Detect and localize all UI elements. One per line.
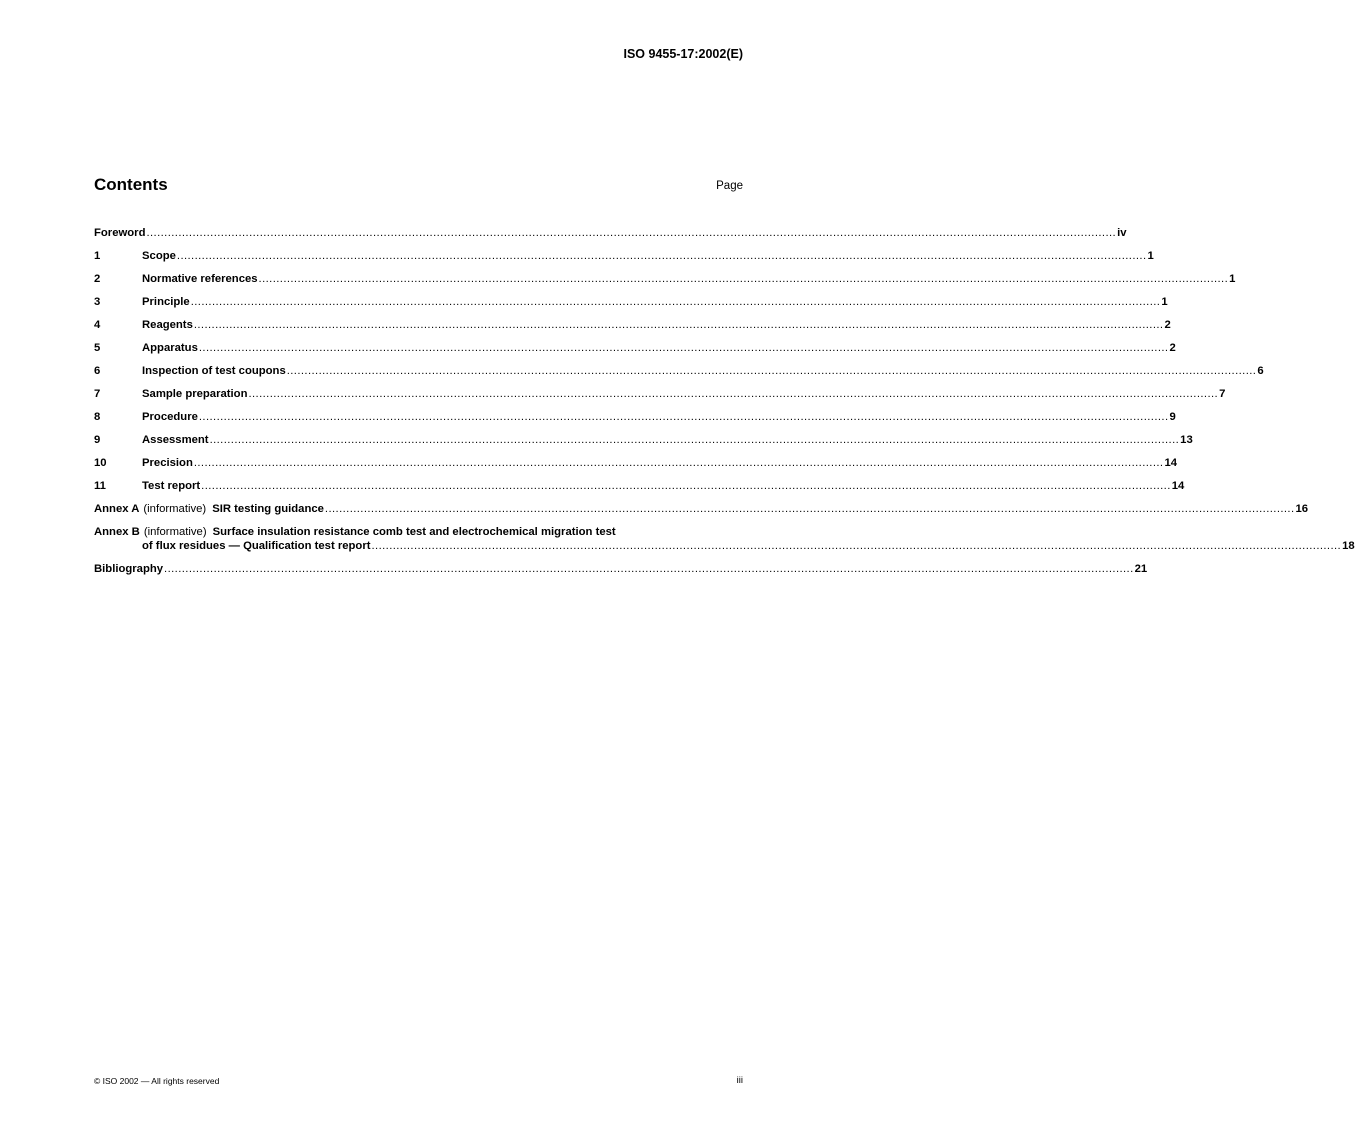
toc-entry-bibliography[interactable] xyxy=(94,562,1148,585)
annex-type: (informative) xyxy=(143,526,207,538)
toc-entry-normative-references[interactable] xyxy=(94,272,1236,295)
toc-entry-precision[interactable] xyxy=(94,456,1178,479)
dot-leader xyxy=(210,433,1180,447)
toc-entry-title: Scope xyxy=(142,250,176,262)
toc-entry-page: 1 xyxy=(1147,250,1154,262)
toc-entry-annex-b[interactable] xyxy=(94,525,1355,562)
toc-entry-number: 11 xyxy=(94,480,106,492)
page-number: iii xyxy=(736,1075,743,1086)
toc-entry-page: 1 xyxy=(1229,273,1236,285)
toc-entry-title: Bibliography xyxy=(94,563,164,575)
toc-entry-assessment[interactable] xyxy=(94,433,1193,456)
dot-leader xyxy=(259,272,1229,286)
table-of-contents xyxy=(94,226,1355,585)
toc-entry-number: 9 xyxy=(94,434,101,446)
toc-entry-title: Reagents xyxy=(142,319,193,331)
contents-title: Contents xyxy=(94,175,168,194)
toc-entry-number: 6 xyxy=(94,365,101,377)
toc-entry-page: iv xyxy=(1117,227,1127,239)
toc-entry-reagents[interactable] xyxy=(94,318,1171,341)
toc-entry-title: Foreword xyxy=(94,227,146,239)
toc-entry-sample-preparation[interactable] xyxy=(94,387,1226,410)
toc-entry-test-report[interactable] xyxy=(94,479,1185,502)
dot-leader xyxy=(146,226,1116,240)
dot-leader xyxy=(287,364,1257,378)
toc-entry-page: 2 xyxy=(1169,342,1176,354)
dot-leader xyxy=(199,341,1169,355)
dot-leader xyxy=(248,387,1218,401)
toc-entry-page: 14 xyxy=(1164,457,1178,469)
toc-entry-title: Procedure xyxy=(142,411,198,423)
toc-entry-page: 7 xyxy=(1219,388,1226,400)
toc-entry-page: 13 xyxy=(1180,434,1193,446)
annex-type: (informative) xyxy=(143,503,207,515)
dot-leader xyxy=(199,410,1169,424)
toc-entry-title: Inspection of test coupons xyxy=(142,365,286,377)
toc-entry-title-continued: of flux residues — Qualification test report xyxy=(142,540,371,552)
toc-entry-annex-a[interactable] xyxy=(94,502,1309,525)
dot-leader xyxy=(164,562,1134,576)
toc-entry-title: Precision xyxy=(142,457,193,469)
toc-entry-procedure[interactable] xyxy=(94,410,1176,433)
dot-leader xyxy=(372,539,1342,553)
toc-entry-title: Principle xyxy=(142,296,190,308)
toc-entry-page: 6 xyxy=(1257,365,1264,377)
toc-entry-title: Normative references xyxy=(142,273,258,285)
toc-entry-scope[interactable] xyxy=(94,249,1154,272)
copyright-notice: © ISO 2002 — All rights reserved xyxy=(94,1076,220,1086)
dot-leader xyxy=(194,456,1164,470)
toc-entry-page: 2 xyxy=(1164,319,1171,331)
toc-entry-number: 10 xyxy=(94,457,107,469)
toc-entry-number: 3 xyxy=(94,296,101,308)
toc-entry-inspection-of-test-coupons[interactable] xyxy=(94,364,1264,387)
toc-entry-number: 1 xyxy=(94,250,101,262)
toc-entry-number: 4 xyxy=(94,319,101,331)
toc-entry-title: Surface insulation resistance comb test and electrochemical migration test xyxy=(212,526,616,538)
toc-entry-page: 9 xyxy=(1169,411,1176,423)
dot-leader xyxy=(194,318,1164,332)
annex-label: Annex B xyxy=(94,526,140,538)
annex-label: Annex A xyxy=(94,503,140,515)
toc-entry-number: 2 xyxy=(94,273,101,285)
toc-entry-title: Sample preparation xyxy=(142,388,248,400)
toc-entry-apparatus[interactable] xyxy=(94,341,1176,364)
toc-entry-principle[interactable] xyxy=(94,295,1168,318)
document-id: ISO 9455-17:2002(E) xyxy=(623,47,743,61)
toc-entry-number: 8 xyxy=(94,411,101,423)
toc-entry-number: 5 xyxy=(94,342,101,354)
toc-entry-page: 1 xyxy=(1161,296,1168,308)
dot-leader xyxy=(177,249,1147,263)
page-column-label: Page xyxy=(716,180,743,192)
dot-leader xyxy=(201,479,1171,493)
toc-entry-foreword[interactable] xyxy=(94,226,1127,249)
toc-entry-title: Test report xyxy=(142,480,201,492)
toc-entry-page: 16 xyxy=(1295,503,1309,515)
toc-entry-number: 7 xyxy=(94,388,101,400)
dot-leader xyxy=(325,502,1295,516)
toc-entry-title: Apparatus xyxy=(142,342,198,354)
toc-entry-title: Assessment xyxy=(142,434,209,446)
toc-entry-page: 18 xyxy=(1342,540,1355,552)
dot-leader xyxy=(191,295,1161,309)
toc-entry-title: SIR testing guidance xyxy=(212,503,324,515)
toc-entry-page: 14 xyxy=(1171,480,1185,492)
toc-entry-page: 21 xyxy=(1134,563,1148,575)
